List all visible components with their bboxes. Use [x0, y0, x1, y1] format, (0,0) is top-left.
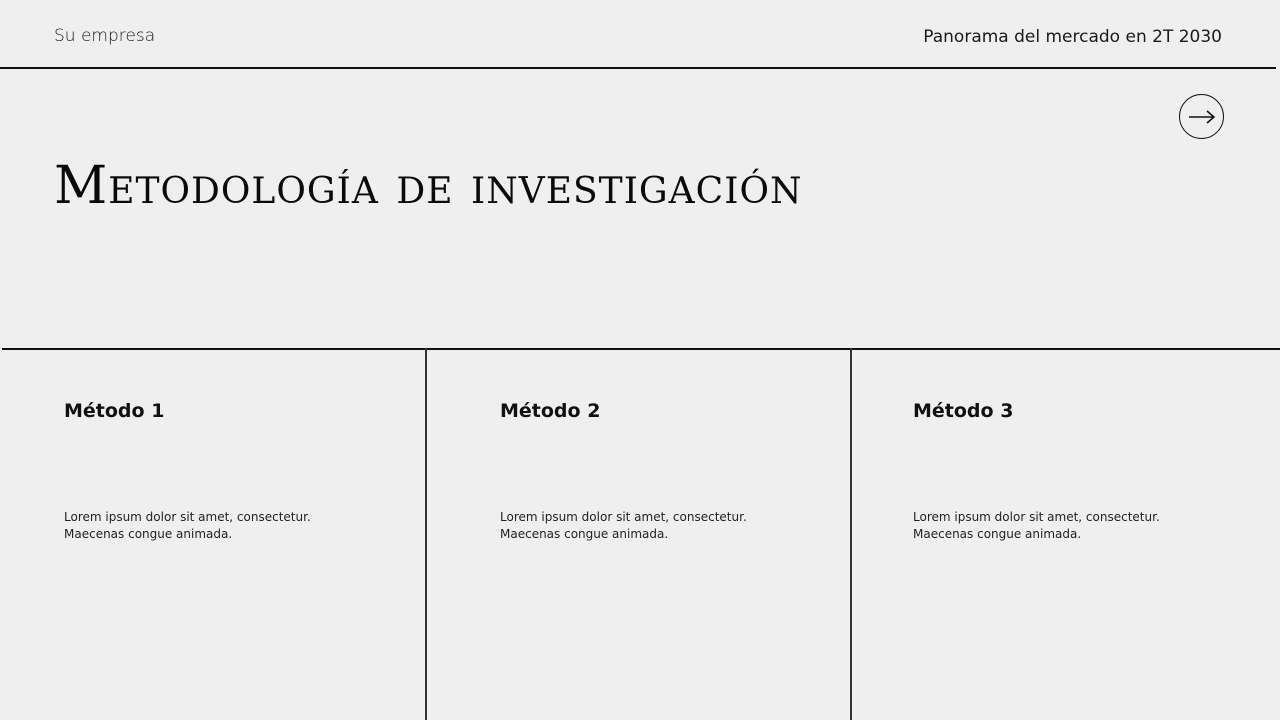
header-divider	[0, 67, 1276, 69]
method-title: Método 1	[64, 400, 165, 422]
method-description: Lorem ipsum dolor sit amet, consectetur. Maecenas congue animada.	[913, 510, 1160, 541]
page-title: Metodología de investigación	[54, 156, 803, 216]
method-card-3	[913, 398, 1233, 543]
method-title: Método 3	[913, 400, 1014, 422]
method-description: Lorem ipsum dolor sit amet, consectetur. Maecenas congue animada.	[500, 510, 747, 541]
arrow-right-icon	[1188, 110, 1216, 124]
method-card-1	[64, 398, 384, 543]
next-slide-button[interactable]	[1179, 94, 1224, 139]
method-description: Lorem ipsum dolor sit amet, consectetur. Maecenas congue animada.	[64, 510, 311, 541]
method-card-2	[500, 398, 820, 543]
company-name: Su empresa	[54, 26, 156, 46]
method-title: Método 2	[500, 400, 601, 422]
column-divider	[425, 348, 427, 720]
column-divider	[850, 348, 852, 720]
section-divider	[2, 348, 1280, 350]
report-title: Panorama del mercado en 2T 2030	[923, 27, 1222, 47]
